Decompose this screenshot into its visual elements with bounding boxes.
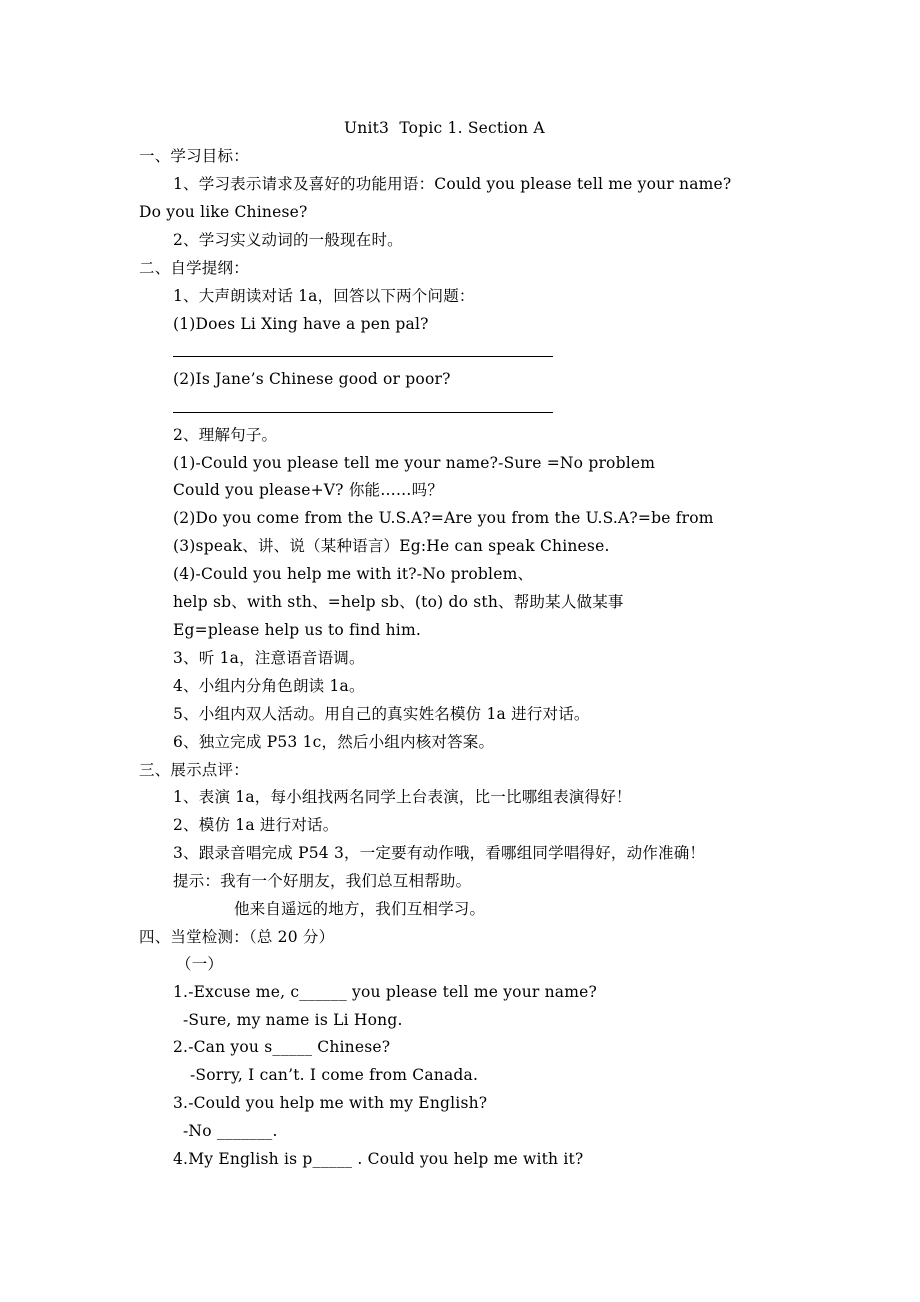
test-item-2-reply: -Sorry, I can’t. I come from Canada. (190, 1066, 479, 1084)
section-4-heading: 四、当堂检测：（总 20 分） (139, 928, 335, 946)
outline-item-1: 1、大声朗读对话 1a，回答以下两个问题： (173, 287, 475, 305)
sentence-4: (4)-Could you help me with it?-No problem、 (173, 565, 534, 583)
outline-item-5: 5、小组内双人活动。用自己的真实姓名模仿 1a 进行对话。 (173, 705, 590, 723)
test-item-1-reply: -Sure, my name is Li Hong. (183, 1011, 403, 1029)
sentence-4-example: Eg=please help us to find him. (173, 621, 421, 639)
test-item-4: 4.My English is p_____ . Could you help me with it? (173, 1150, 584, 1168)
evaluation-item-2: 2、模仿 1a 进行对话。 (173, 816, 339, 834)
sentence-1: (1)-Could you please tell me your name?-Sure =No problem (173, 454, 656, 472)
question-2: (2)Is Jane’s Chinese good or poor? (173, 370, 451, 388)
sentence-3: (3)speak、讲、说（某种语言）Eg:He can speak Chinese. (173, 537, 610, 555)
section-1-heading: 一、学习目标： (139, 147, 249, 165)
outline-item-2: 2、理解句子。 (173, 426, 278, 444)
evaluation-item-1: 1、表演 1a，每小组找两名同学上台表演，比一比哪组表演得好！ (173, 788, 632, 806)
test-item-3: 3.-Could you help me with my English? (173, 1094, 488, 1112)
outline-item-6: 6、独立完成 P53 1c，然后小组内核对答案。 (173, 733, 495, 751)
evaluation-item-3: 3、跟录音唱完成 P54 3，一定要有动作哦，看哪组同学唱得好，动作准确！ (173, 844, 706, 862)
sentence-1-note: Could you please+V? 你能……吗？ (173, 481, 444, 499)
outline-item-4: 4、小组内分角色朗读 1a。 (173, 677, 365, 695)
outline-item-3: 3、听 1a，注意语音语调。 (173, 649, 365, 667)
answer-line-2 (173, 412, 553, 413)
document-title: Unit3 Topic 1. Section A (344, 119, 545, 137)
sentence-2: (2)Do you come from the U.S.A?=Are you from the U.S.A?=be from (173, 509, 714, 527)
objective-1-line-1: 1、学习表示请求及喜好的功能用语：Could you please tell me your name? (173, 175, 732, 193)
test-item-3-reply: -No _______. (183, 1122, 278, 1140)
test-part-label: （一） (176, 955, 224, 973)
objective-1-line-2: Do you like Chinese? (139, 203, 308, 221)
objective-2: 2、学习实义动词的一般现在时。 (173, 231, 403, 249)
question-1: (1)Does Li Xing have a pen pal? (173, 315, 429, 333)
hint-line-2: 他来自遥远的地方，我们互相学习。 (234, 900, 486, 918)
sentence-4-note: help sb、with sth、=help sb、(to) do sth、帮助某人做某事 (173, 593, 624, 611)
hint-line-1: 提示：我有一个好朋友，我们总互相帮助。 (173, 872, 472, 890)
answer-line-1 (173, 356, 553, 357)
test-item-1: 1.-Excuse me, c______ you please tell me your name? (173, 983, 598, 1001)
section-2-heading: 二、自学提纲： (139, 259, 249, 277)
section-3-heading: 三、展示点评： (139, 761, 249, 779)
test-item-2: 2.-Can you s_____ Chinese? (173, 1038, 391, 1056)
